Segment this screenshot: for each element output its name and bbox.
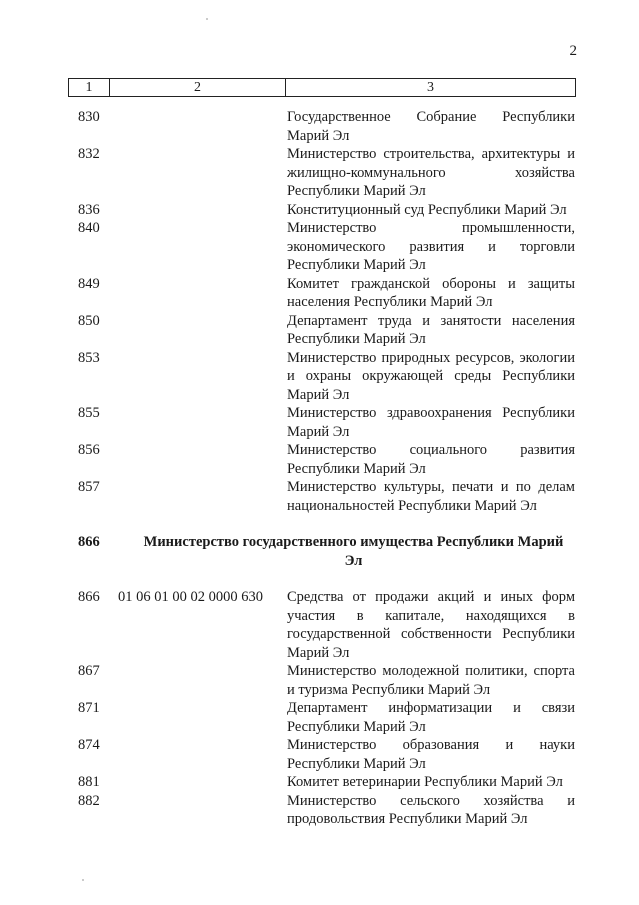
- row-code: 871: [78, 700, 100, 716]
- row-name: Министерство сельского хозяйства и продовольствия Республики Марий Эл: [287, 792, 575, 827]
- row-code: 874: [78, 737, 100, 753]
- column-header-1: 1: [69, 79, 110, 97]
- row-code: 849: [78, 275, 100, 292]
- table-row: [78, 219, 575, 275]
- row-name: Средства от продажи акций и иных форм участия в капитале, находящихся в государственной собственности Республики Марий Эл: [287, 589, 575, 661]
- row-name: Министерство социального развития Республики Марий Эл: [287, 442, 575, 477]
- table-row: [78, 773, 575, 792]
- table-row: [78, 588, 575, 662]
- row-name: Комитет ветеринарии Республики Марий Эл: [287, 774, 563, 790]
- row-name: Департамент информатизации и связи Республики Марий Эл: [287, 700, 575, 735]
- row-code: 857: [78, 479, 100, 495]
- scan-speck: [82, 879, 84, 881]
- section-code: 866: [78, 534, 100, 550]
- section-title: Министерство государственного имущества Республики Марий Эл: [143, 534, 564, 569]
- table-row: [78, 312, 575, 349]
- row-code: 853: [78, 349, 100, 366]
- column-header-2: 2: [110, 79, 286, 97]
- row-name: Государственное Собрание Республики Марий Эл: [287, 109, 575, 144]
- row-code: 830: [78, 109, 100, 125]
- column-header-row: [69, 79, 576, 97]
- row-code: 881: [78, 774, 100, 790]
- row-name: Министерство промышленности, экономического развития и торговли Республики Марий Эл: [287, 220, 575, 273]
- table-row: [78, 349, 575, 405]
- row-code: 850: [78, 312, 100, 329]
- row-name: Министерство культуры, печати и по делам национальностей Республики Марий Эл: [287, 479, 575, 514]
- column-header-3: 3: [286, 79, 576, 97]
- row-source: 01 06 01 00 02 0000 630: [118, 589, 263, 605]
- row-name: Министерство природных ресурсов, экологии и охраны окружающей среды Республики Марий Эл: [287, 349, 575, 403]
- row-code: 855: [78, 405, 100, 421]
- row-name: Министерство здравоохранения Республики Марий Эл: [287, 405, 575, 440]
- page-number: 2: [569, 43, 577, 59]
- table-row: [78, 404, 575, 441]
- column-header-table: [68, 78, 576, 97]
- scan-speck: [206, 18, 208, 20]
- table-row: [78, 478, 575, 515]
- table-row: [78, 441, 575, 478]
- table-row: [78, 699, 575, 736]
- table-row: [78, 792, 575, 829]
- row-code: 832: [78, 146, 100, 162]
- row-name: Департамент труда и занятости населения Республики Марий Эл: [287, 312, 575, 347]
- table-row: [78, 108, 575, 145]
- row-name: Министерство молодежной политики, спорта и туризма Республики Марий Эл: [287, 663, 575, 698]
- row-code: 856: [78, 442, 100, 458]
- row-code: 867: [78, 663, 100, 679]
- row-name: Конституционный суд Республики Марий Эл: [287, 201, 567, 218]
- row-code: 836: [78, 201, 100, 218]
- table-row: [78, 275, 575, 312]
- document-body: [78, 108, 575, 829]
- table-row: [78, 662, 575, 699]
- table-row: [78, 145, 575, 201]
- row-name: Комитет гражданской обороны и защиты населения Республики Марий Эл: [287, 275, 575, 310]
- row-code: 882: [78, 792, 100, 809]
- row-name: Министерство строительства, архитектуры и жилищно-коммунального хозяйства Республики Марий Эл: [287, 146, 575, 199]
- table-row: [78, 736, 575, 773]
- row-code: 866: [78, 589, 100, 605]
- table-row: [78, 201, 575, 220]
- row-name: Министерство образования и науки Республики Марий Эл: [287, 737, 575, 772]
- section-heading-row: [78, 533, 575, 571]
- row-code: 840: [78, 220, 100, 236]
